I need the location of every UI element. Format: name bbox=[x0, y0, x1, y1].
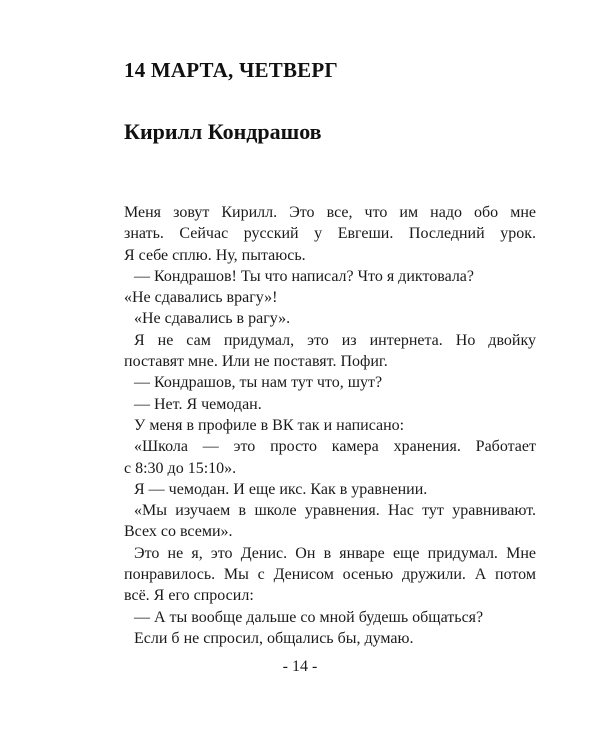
text-line: Я себе сплю. Ну, пытаюсь. bbox=[124, 246, 306, 264]
text-line: Я — чемодан. И еще икс. Как в уравнении. bbox=[134, 480, 428, 498]
text-line: всё. Я его спросил: bbox=[124, 587, 254, 605]
text-line: Меня зовут Кирилл. Это все, что им надо обо мне bbox=[124, 204, 536, 221]
text-line: с 8:30 до 15:10». bbox=[124, 459, 237, 477]
text-line: «Мы изучаем в школе уравнения. Нас тут уравнивают. bbox=[134, 502, 536, 520]
text-line: Я не сам придумал, это из интернета. Но двойку bbox=[134, 331, 536, 349]
text-line: — Кондрашов, ты нам тут что, шут? bbox=[134, 374, 383, 392]
text-line: — Нет. Я чемодан. bbox=[134, 395, 262, 413]
page-number: - 14 - bbox=[282, 658, 318, 675]
text-line: У меня в профиле в ВК так и написано: bbox=[134, 416, 405, 434]
text-line: «Не сдавались в рагу». bbox=[134, 310, 291, 328]
text-line: — А ты вообще дальше со мной будешь общаться? bbox=[134, 608, 484, 626]
chapter-author-name: Кирилл Кондрашов bbox=[124, 119, 322, 144]
text-line: поставят мне. Или не поставят. Пофиг. bbox=[124, 353, 388, 371]
text-line: «Школа — это просто камера хранения. Работает bbox=[134, 438, 536, 456]
text-line: Это не я, это Денис. Он в январе еще придумал. Мне bbox=[134, 544, 536, 562]
text-line: — Кондрашов! Ты что написал? Что я диктовала? bbox=[134, 267, 474, 285]
text-line: «Не сдавались врагу»! bbox=[124, 289, 278, 307]
text-line: знать. Сейчас русский у Евгеши. Последний урок. bbox=[124, 225, 536, 243]
text-line: понравилось. Мы с Денисом осенью дружили. А потом bbox=[124, 566, 536, 584]
chapter-date-heading: 14 МАРТА, ЧЕТВЕРГ bbox=[124, 58, 338, 82]
text-line: Если б не спросил, общались бы, думаю. bbox=[134, 629, 414, 647]
text-line: Всех со всеми». bbox=[124, 523, 233, 541]
body-text bbox=[124, 202, 536, 649]
